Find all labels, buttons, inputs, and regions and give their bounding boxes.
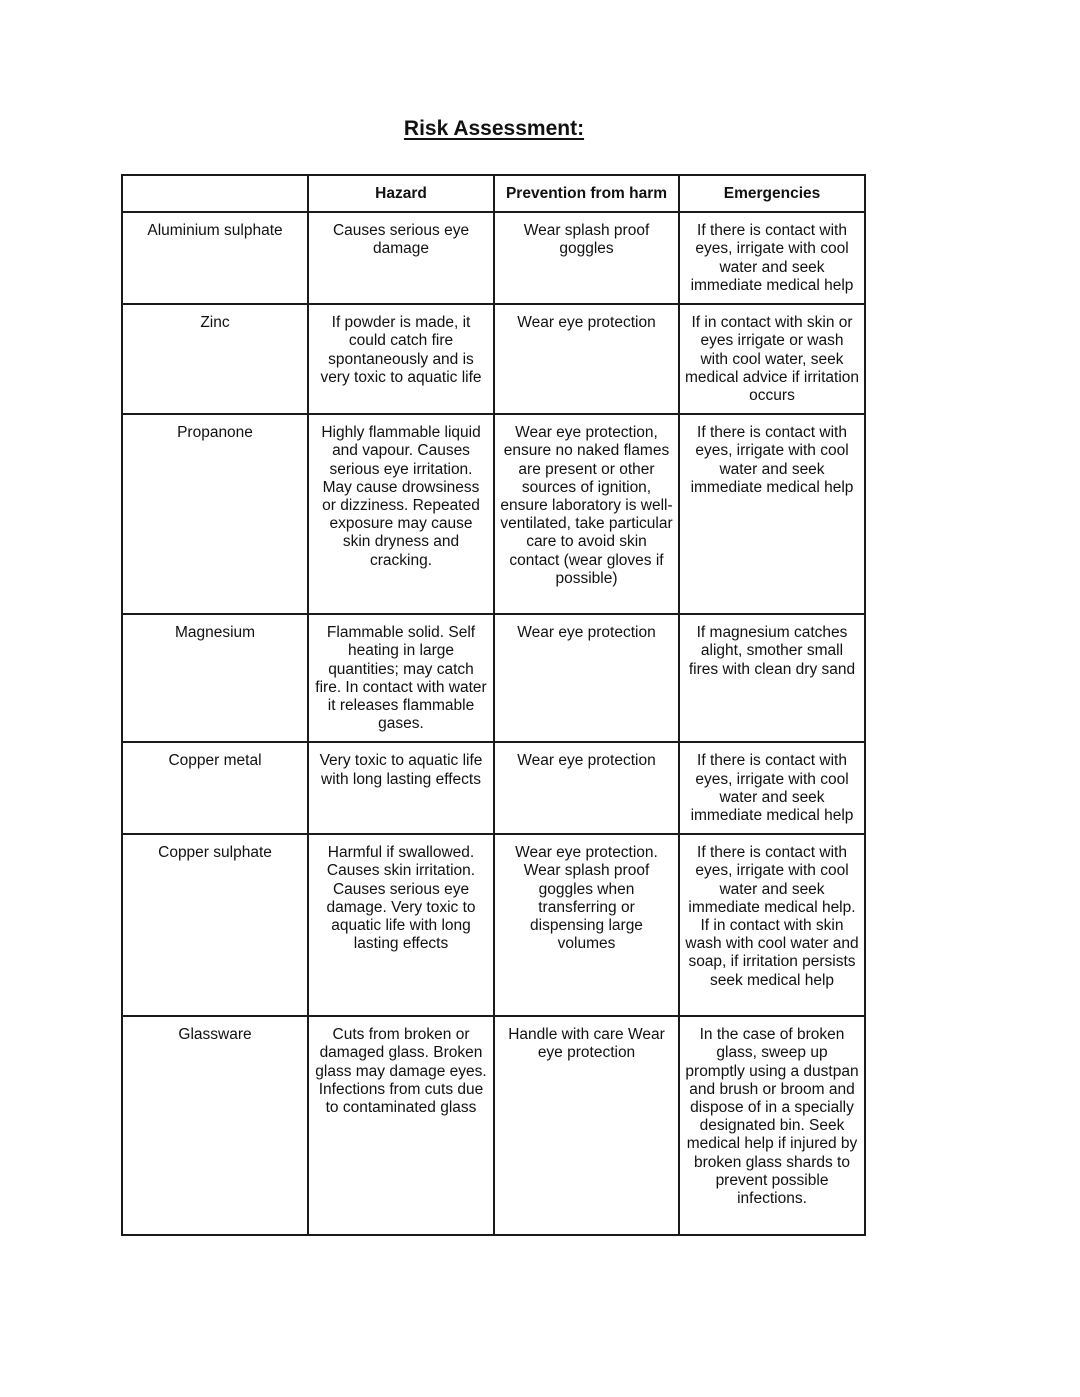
emergencies-cell: If in contact with skin or eyes irrigate or wash with cool water, seek medical advice if irritation occurs [679, 304, 865, 414]
substance-cell: Propanone [122, 414, 308, 614]
hazard-cell: If powder is made, it could catch fire spontaneously and is very toxic to aquatic life [308, 304, 494, 414]
table-row [122, 614, 865, 742]
substance-cell: Zinc [122, 304, 308, 414]
hazard-cell: Causes serious eye damage [308, 212, 494, 304]
table-row [122, 834, 865, 1016]
substance-cell: Magnesium [122, 614, 308, 742]
table-row [122, 304, 865, 414]
hazard-cell: Harmful if swallowed. Causes skin irritation. Causes serious eye damage. Very toxic to aquatic life with long lasting effects [308, 834, 494, 1016]
header-prevention: Prevention from harm [494, 175, 679, 212]
substance-cell: Glassware [122, 1016, 308, 1235]
table-row [122, 212, 865, 304]
prevention-cell: Handle with care Wear eye protection [494, 1016, 679, 1235]
emergencies-cell: In the case of broken glass, sweep up promptly using a dustpan and brush or broom and dispose of in a specially designated bin. Seek medical help if injured by broken glass shards to prevent possible infections. [679, 1016, 865, 1235]
prevention-cell: Wear splash proof goggles [494, 212, 679, 304]
emergencies-cell: If there is contact with eyes, irrigate with cool water and seek immediate medical help [679, 742, 865, 834]
prevention-cell: Wear eye protection [494, 742, 679, 834]
emergencies-cell: If there is contact with eyes, irrigate with cool water and seek immediate medical help [679, 212, 865, 304]
table-row [122, 414, 865, 614]
table-row [122, 742, 865, 834]
risk-assessment-table [121, 174, 866, 1236]
emergencies-cell: If there is contact with eyes, irrigate with cool water and seek immediate medical help. If in contact with skin wash with cool water and soap, if irritation persists seek medical help [679, 834, 865, 1016]
emergencies-cell: If magnesium catches alight, smother small fires with clean dry sand [679, 614, 865, 742]
table-row [122, 1016, 865, 1235]
hazard-cell: Highly flammable liquid and vapour. Causes serious eye irritation. May cause drowsiness or dizziness. Repeated exposure may cause skin dryness and cracking. [308, 414, 494, 614]
emergencies-cell: If there is contact with eyes, irrigate with cool water and seek immediate medical help [679, 414, 865, 614]
table-header-row [122, 175, 865, 212]
prevention-cell: Wear eye protection, ensure no naked flames are present or other sources of ignition, ensure laboratory is well-ventilated, take particular care to avoid skin contact (wear gloves if possible) [494, 414, 679, 614]
substance-cell: Aluminium sulphate [122, 212, 308, 304]
substance-cell: Copper sulphate [122, 834, 308, 1016]
substance-cell: Copper metal [122, 742, 308, 834]
prevention-cell: Wear eye protection. Wear splash proof goggles when transferring or dispensing large volumes [494, 834, 679, 1016]
page-title: Risk Assessment: [403, 117, 585, 140]
header-hazard: Hazard [308, 175, 494, 212]
hazard-cell: Flammable solid. Self heating in large quantities; may catch fire. In contact with water it releases flammable gases. [308, 614, 494, 742]
hazard-cell: Very toxic to aquatic life with long lasting effects [308, 742, 494, 834]
prevention-cell: Wear eye protection [494, 614, 679, 742]
header-emergencies: Emergencies [679, 175, 865, 212]
header-substance [122, 175, 308, 212]
prevention-cell: Wear eye protection [494, 304, 679, 414]
hazard-cell: Cuts from broken or damaged glass. Broken glass may damage eyes. Infections from cuts due to contaminated glass [308, 1016, 494, 1235]
